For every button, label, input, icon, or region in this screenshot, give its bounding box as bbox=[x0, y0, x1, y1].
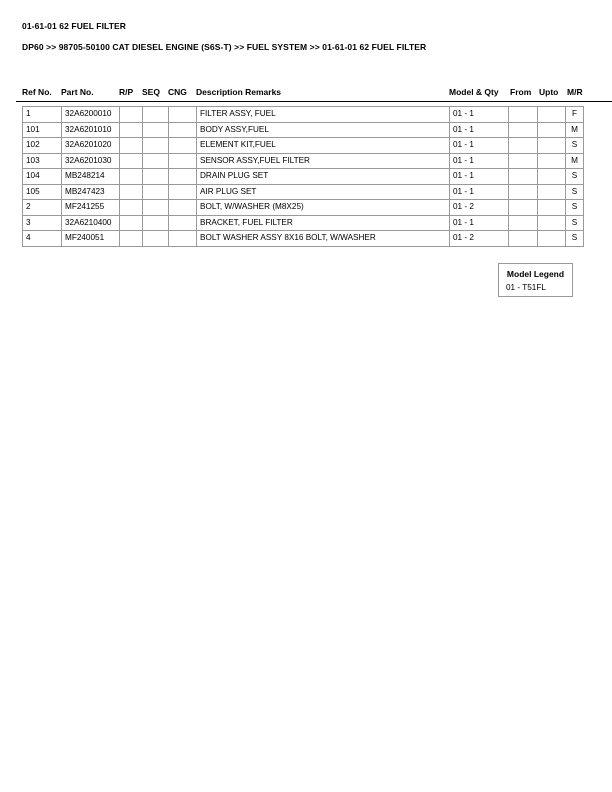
ref-no-cell: 2 bbox=[23, 200, 62, 216]
header-divider bbox=[16, 101, 612, 102]
upto-cell bbox=[538, 107, 566, 123]
description-cell: DRAIN PLUG SET bbox=[197, 169, 450, 185]
description-cell: BOLT, W/WASHER (M8X25) bbox=[197, 200, 450, 216]
mr-cell: S bbox=[566, 215, 584, 231]
part-no-cell: 32A6201030 bbox=[62, 153, 120, 169]
from-cell bbox=[509, 169, 538, 185]
table-row bbox=[23, 138, 584, 154]
rp-cell bbox=[120, 169, 143, 185]
ref-no-cell: 105 bbox=[23, 184, 62, 200]
model-qty-cell: 01 - 1 bbox=[450, 215, 509, 231]
model-qty-cell: 01 - 2 bbox=[450, 231, 509, 247]
mr-cell: S bbox=[566, 231, 584, 247]
header-mr: M/R bbox=[567, 87, 583, 97]
model-legend bbox=[498, 263, 573, 297]
part-no-cell: MF240051 bbox=[62, 231, 120, 247]
seq-cell bbox=[143, 138, 169, 154]
mr-cell: S bbox=[566, 169, 584, 185]
ref-no-cell: 3 bbox=[23, 215, 62, 231]
mr-cell: S bbox=[566, 138, 584, 154]
ref-no-cell: 104 bbox=[23, 169, 62, 185]
table-row bbox=[23, 169, 584, 185]
part-no-cell: 32A6210400 bbox=[62, 215, 120, 231]
ref-no-cell: 4 bbox=[23, 231, 62, 247]
cng-cell bbox=[169, 153, 197, 169]
upto-cell bbox=[538, 184, 566, 200]
upto-cell bbox=[538, 122, 566, 138]
mr-cell: M bbox=[566, 153, 584, 169]
description-cell: BODY ASSY,FUEL bbox=[197, 122, 450, 138]
parts-table bbox=[22, 106, 584, 247]
seq-cell bbox=[143, 184, 169, 200]
table-row bbox=[23, 215, 584, 231]
part-no-cell: MF241255 bbox=[62, 200, 120, 216]
seq-cell bbox=[143, 231, 169, 247]
upto-cell bbox=[538, 169, 566, 185]
model-qty-cell: 01 - 1 bbox=[450, 184, 509, 200]
from-cell bbox=[509, 107, 538, 123]
model-legend-title: Model Legend bbox=[506, 269, 565, 279]
ref-no-cell: 103 bbox=[23, 153, 62, 169]
table-row bbox=[23, 107, 584, 123]
header-upto: Upto bbox=[539, 87, 559, 97]
seq-cell bbox=[143, 169, 169, 185]
upto-cell bbox=[538, 153, 566, 169]
description-cell: BRACKET, FUEL FILTER bbox=[197, 215, 450, 231]
part-no-cell: MB247423 bbox=[62, 184, 120, 200]
description-cell: ELEMENT KIT,FUEL bbox=[197, 138, 450, 154]
cng-cell bbox=[169, 184, 197, 200]
model-qty-cell: 01 - 1 bbox=[450, 122, 509, 138]
rp-cell bbox=[120, 107, 143, 123]
cng-cell bbox=[169, 122, 197, 138]
cng-cell bbox=[169, 200, 197, 216]
page-title: 01-61-01 62 FUEL FILTER bbox=[22, 21, 127, 31]
table-row bbox=[23, 184, 584, 200]
cng-cell bbox=[169, 215, 197, 231]
header-ref-no: Ref No. bbox=[22, 87, 52, 97]
upto-cell bbox=[538, 231, 566, 247]
from-cell bbox=[509, 200, 538, 216]
model-qty-cell: 01 - 1 bbox=[450, 107, 509, 123]
header-description: Description Remarks bbox=[196, 87, 282, 97]
cng-cell bbox=[169, 138, 197, 154]
mr-cell: S bbox=[566, 184, 584, 200]
part-no-cell: 32A6201010 bbox=[62, 122, 120, 138]
ref-no-cell: 101 bbox=[23, 122, 62, 138]
upto-cell bbox=[538, 200, 566, 216]
seq-cell bbox=[143, 200, 169, 216]
rp-cell bbox=[120, 231, 143, 247]
header-part-no: Part No. bbox=[61, 87, 94, 97]
model-qty-cell: 01 - 1 bbox=[450, 153, 509, 169]
description-cell: BOLT WASHER ASSY 8X16 BOLT, W/WASHER bbox=[197, 231, 450, 247]
table-row bbox=[23, 122, 584, 138]
header-seq: SEQ bbox=[142, 87, 160, 97]
cng-cell bbox=[169, 169, 197, 185]
mr-cell: M bbox=[566, 122, 584, 138]
seq-cell bbox=[143, 215, 169, 231]
ref-no-cell: 1 bbox=[23, 107, 62, 123]
description-cell: FILTER ASSY, FUEL bbox=[197, 107, 450, 123]
model-legend-entry: 01 - T51FL bbox=[506, 283, 546, 292]
part-no-cell: 32A6200010 bbox=[62, 107, 120, 123]
header-cng: CNG bbox=[168, 87, 187, 97]
mr-cell: F bbox=[566, 107, 584, 123]
model-qty-cell: 01 - 2 bbox=[450, 200, 509, 216]
seq-cell bbox=[143, 122, 169, 138]
from-cell bbox=[509, 138, 538, 154]
header-rp: R/P bbox=[119, 87, 134, 97]
table-row bbox=[23, 200, 584, 216]
model-qty-cell: 01 - 1 bbox=[450, 138, 509, 154]
from-cell bbox=[509, 231, 538, 247]
rp-cell bbox=[120, 200, 143, 216]
cng-cell bbox=[169, 107, 197, 123]
breadcrumb: DP60 >> 98705-50100 CAT DIESEL ENGINE (S6S-T) >> FUEL SYSTEM >> 01-61-01 62 FUEL FILTER bbox=[22, 42, 427, 52]
part-no-cell: 32A6201020 bbox=[62, 138, 120, 154]
seq-cell bbox=[143, 153, 169, 169]
cng-cell bbox=[169, 231, 197, 247]
rp-cell bbox=[120, 122, 143, 138]
rp-cell bbox=[120, 153, 143, 169]
header-model-qty: Model & Qty bbox=[449, 87, 499, 97]
model-qty-cell: 01 - 1 bbox=[450, 169, 509, 185]
upto-cell bbox=[538, 215, 566, 231]
rp-cell bbox=[120, 184, 143, 200]
description-cell: AIR PLUG SET bbox=[197, 184, 450, 200]
from-cell bbox=[509, 122, 538, 138]
table-row bbox=[23, 231, 584, 247]
table-row bbox=[23, 153, 584, 169]
rp-cell bbox=[120, 215, 143, 231]
rp-cell bbox=[120, 138, 143, 154]
from-cell bbox=[509, 153, 538, 169]
description-cell: SENSOR ASSY,FUEL FILTER bbox=[197, 153, 450, 169]
from-cell bbox=[509, 184, 538, 200]
upto-cell bbox=[538, 138, 566, 154]
seq-cell bbox=[143, 107, 169, 123]
mr-cell: S bbox=[566, 200, 584, 216]
from-cell bbox=[509, 215, 538, 231]
ref-no-cell: 102 bbox=[23, 138, 62, 154]
part-no-cell: MB248214 bbox=[62, 169, 120, 185]
header-from: From bbox=[510, 87, 532, 97]
